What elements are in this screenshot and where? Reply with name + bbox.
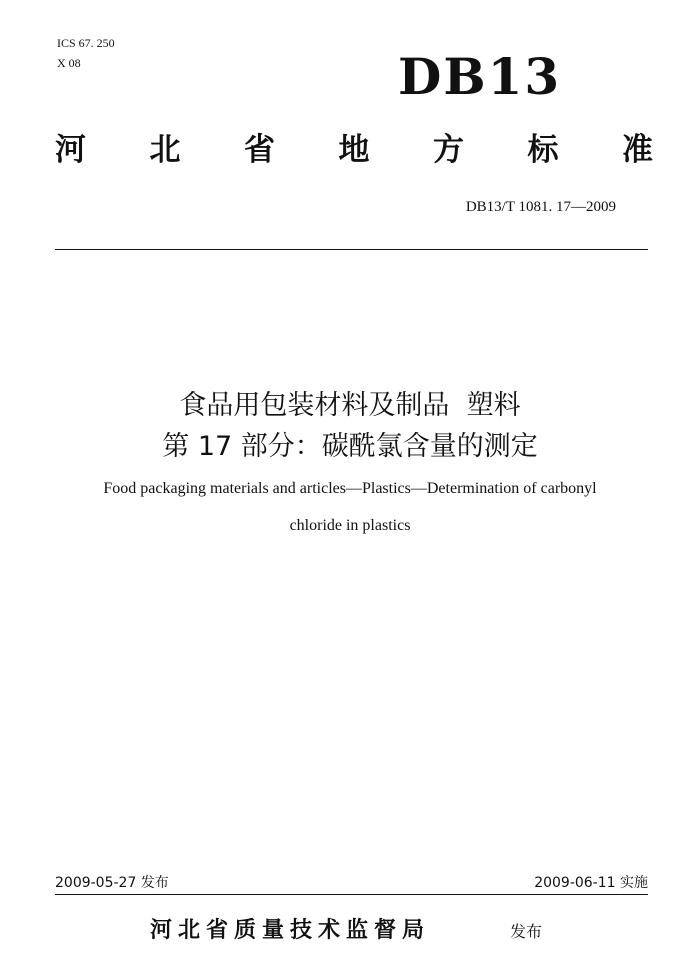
- title-en-line2: chloride in plastics: [289, 517, 411, 534]
- standard-type-char: 标: [527, 132, 559, 168]
- standard-type-heading: [55, 130, 653, 170]
- implementation-date: 2009-06-11 实施: [534, 875, 648, 891]
- title-cn-line1: 食品用包装材料及制品 塑料: [179, 390, 521, 421]
- issuer-name: 河北省质量技术监督局: [150, 918, 431, 943]
- standard-number: DB13/T 1081. 17—2009: [465, 199, 616, 215]
- issue-date: 2009-05-27 发布: [55, 875, 169, 891]
- title-cn-line2: 第 17 部分：碳酰氯含量的测定: [162, 431, 538, 462]
- standard-type-char: 河: [55, 132, 86, 168]
- ics-code: ICS 67. 250: [57, 36, 115, 50]
- issued-label: 发布: [510, 922, 543, 941]
- standard-type-char: 地: [338, 132, 370, 168]
- standard-type-char: 省: [244, 132, 275, 168]
- standard-type-char: 准: [622, 132, 653, 168]
- db13-logo: DB13: [398, 47, 562, 106]
- standard-type-char: 方: [433, 132, 464, 168]
- title-en-line1: Food packaging materials and articles—Plastics—Determination of carbonyl: [103, 480, 597, 497]
- classification-code: X 08: [57, 56, 81, 70]
- top-divider: [55, 249, 648, 250]
- bottom-divider: [55, 894, 648, 895]
- standard-type-char: 北: [149, 132, 181, 168]
